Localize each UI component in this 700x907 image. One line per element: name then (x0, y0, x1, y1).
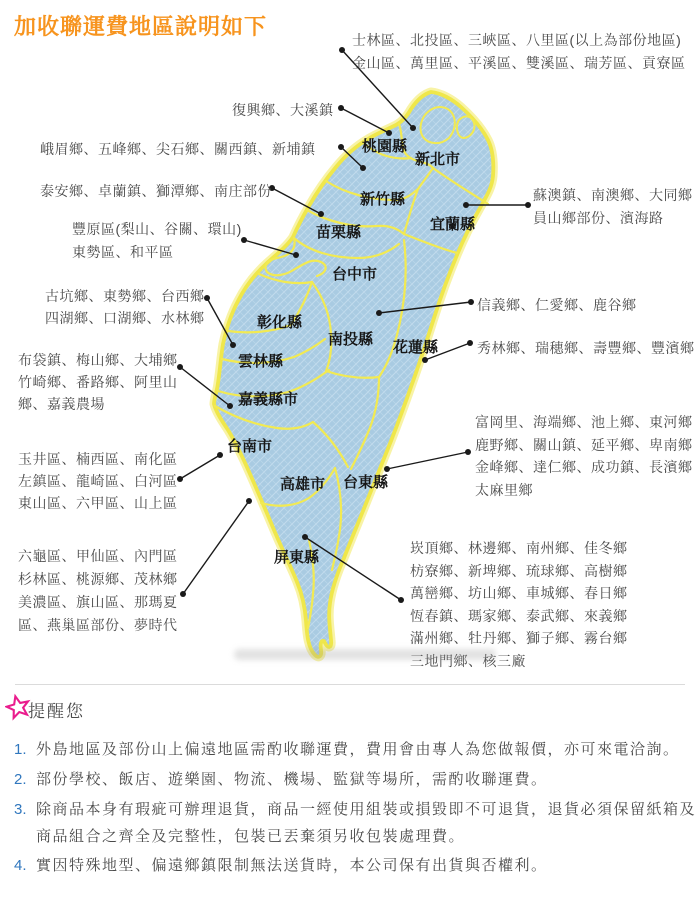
reminder-heading: 提醒您 (28, 702, 85, 721)
item-text: 商品組合之齊全及完整性，包裝已丟棄須另收包裝處理費。 (36, 828, 466, 845)
annotation-line: 信義鄉、仁愛鄉、鹿谷鄉 (477, 297, 637, 313)
annotation-line: 崁頂鄉、林邊鄉、南州鄉、佳冬鄉 (410, 540, 628, 556)
annotation-taitung (475, 411, 693, 501)
annotation-line: 蘇澳鎮、南澳鄉、大同鄉 (533, 187, 693, 203)
section-divider (15, 684, 685, 685)
annotation-line: 美濃區、旗山區、那瑪夏 (18, 594, 178, 610)
annotation-line: 秀林鄉、瑞穗鄉、壽豐鄉、豐濱鄉 (477, 340, 695, 356)
annotation-line: 東山區、六甲區、山上區 (18, 495, 178, 511)
page-title: 加收聯運費地區說明如下 (14, 14, 268, 39)
annotation-line: 金峰鄉、達仁鄉、成功鎮、長濱鄉 (475, 459, 693, 475)
annotation-line: 泰安鄉、卓蘭鎮、獅潭鄉、南庄部份 (40, 183, 272, 199)
annotation-line: 員山鄉部份、濱海路 (533, 210, 664, 226)
item-number: 4. (14, 857, 27, 874)
watermark-smear (234, 649, 496, 660)
county-label-newtaipei: 新北市 (415, 151, 461, 168)
county-label-taichung: 台中市 (332, 266, 378, 283)
county-label-nantou: 南投縣 (328, 331, 374, 348)
county-label-chiayi: 嘉義縣市 (238, 391, 299, 408)
annotation-kaohsiung (18, 545, 178, 637)
reminder-item-4 (14, 852, 690, 879)
annotation-line: 金山區、萬里區、平溪區、雙溪區、瑞芳區、貢寮區 (352, 55, 686, 71)
county-label-taoyuan: 桃園縣 (362, 138, 408, 155)
reminder-item-1 (14, 736, 690, 763)
county-label-pingtung: 屏東縣 (274, 549, 320, 566)
item-number: 2. (14, 771, 27, 788)
county-label-hsinchu: 新竹縣 (360, 191, 406, 208)
annotation-line: 左鎮區、龍崎區、白河區 (18, 473, 178, 489)
annotation-line: 萬巒鄉、坊山鄉、車城鄉、春日鄉 (410, 585, 628, 601)
annotation-line: 六龜區、甲仙區、內門區 (18, 548, 178, 564)
annotation-yilan (533, 184, 693, 230)
annotation-yunlin (45, 285, 205, 329)
county-label-changhua: 彰化縣 (257, 314, 303, 331)
annotation-taichung (72, 218, 242, 264)
annotation-taoyuan-west (232, 99, 334, 121)
annotation-line: 區、燕巢區部份、夢時代 (18, 617, 178, 633)
annotation-line: 復興鄉、大溪鎮 (232, 102, 334, 118)
annotation-line: 峨眉鄉、五峰鄉、尖石鄉、關西鎮、新埔鎮 (40, 141, 316, 157)
item-number: 1. (14, 741, 27, 758)
annotation-line: 四湖鄉、口湖鄉、水林鄉 (45, 310, 205, 326)
annotation-line: 東勢區、和平區 (72, 244, 174, 260)
county-label-miaoli: 苗栗縣 (316, 224, 362, 241)
annotation-line: 鹿野鄉、關山鎮、延平鄉、卑南鄉 (475, 436, 693, 453)
annotation-line: 杉林區、桃源鄉、茂林鄉 (18, 571, 178, 587)
annotation-hsinchu-west (40, 138, 316, 160)
item-text: 除商品本身有瑕疵可辦理退貨，商品一經使用組裝或損毀即不可退貨，退貨必須保留紙箱及 (36, 801, 697, 818)
item-text: 部份學校、飯店、遊樂園、物流、機場、監獄等場所，需酌收聯運費。 (36, 771, 548, 788)
annotation-line: 布袋鎮、梅山鄉、大埔鄉 (18, 352, 178, 368)
reminder-item-3 (14, 796, 697, 850)
item-number: 3. (14, 801, 27, 818)
annotation-line: 玉井區、楠西區、南化區 (18, 451, 178, 467)
county-label-yilan: 宜蘭縣 (430, 216, 476, 233)
annotation-miaoli (40, 180, 272, 202)
county-label-kaohsiung: 高雄市 (280, 476, 326, 493)
annotation-line: 恆春鎮、瑪家鄉、泰武鄉、來義鄉 (410, 607, 628, 624)
county-label-yunlin: 雲林縣 (238, 353, 284, 370)
annotation-line: 三地門鄉、核三廠 (410, 652, 526, 669)
item-text: 外島地區及部份山上偏遠地區需酌收聯運費，費用會由專人為您做報價，亦可來電洽詢。 (36, 741, 680, 758)
county-label-tainan: 台南市 (227, 438, 273, 455)
item-text: 實因特殊地型、偏遠鄉鎮限制無法送貨時，本公司保有出貨與否權利。 (36, 857, 548, 874)
annotation-nantou-east (477, 294, 637, 316)
annotation-line: 枋寮鄉、新埤鄉、琉球鄉、高樹鄉 (410, 562, 628, 579)
annotation-chiayi (18, 349, 178, 415)
annotation-line: 古坑鄉、東勢鄉、台西鄉 (45, 288, 205, 304)
annotation-tainan (18, 448, 178, 514)
annotation-line: 滿州鄉、牡丹鄉、獅子鄉、霧台鄉 (410, 630, 628, 646)
annotation-line: 竹崎鄉、番路鄉、阿里山 (18, 374, 178, 390)
annotation-north (352, 29, 686, 75)
county-label-taitung: 台東縣 (343, 474, 389, 491)
annotation-line: 富岡里、海端鄉、池上鄉、東河鄉 (475, 414, 693, 430)
county-label-hualien: 花蓮縣 (393, 339, 439, 356)
reminder-item-2 (14, 766, 690, 793)
annotation-line: 士林區、北投區、三峽區、八里區(以上為部份地區) (352, 32, 682, 48)
annotation-hualien (477, 337, 695, 359)
annotation-line: 鄉、嘉義農場 (18, 396, 105, 412)
annotation-line: 豐原區(梨山、谷關、環山) (72, 221, 242, 237)
annotation-line: 太麻里鄉 (475, 481, 533, 498)
